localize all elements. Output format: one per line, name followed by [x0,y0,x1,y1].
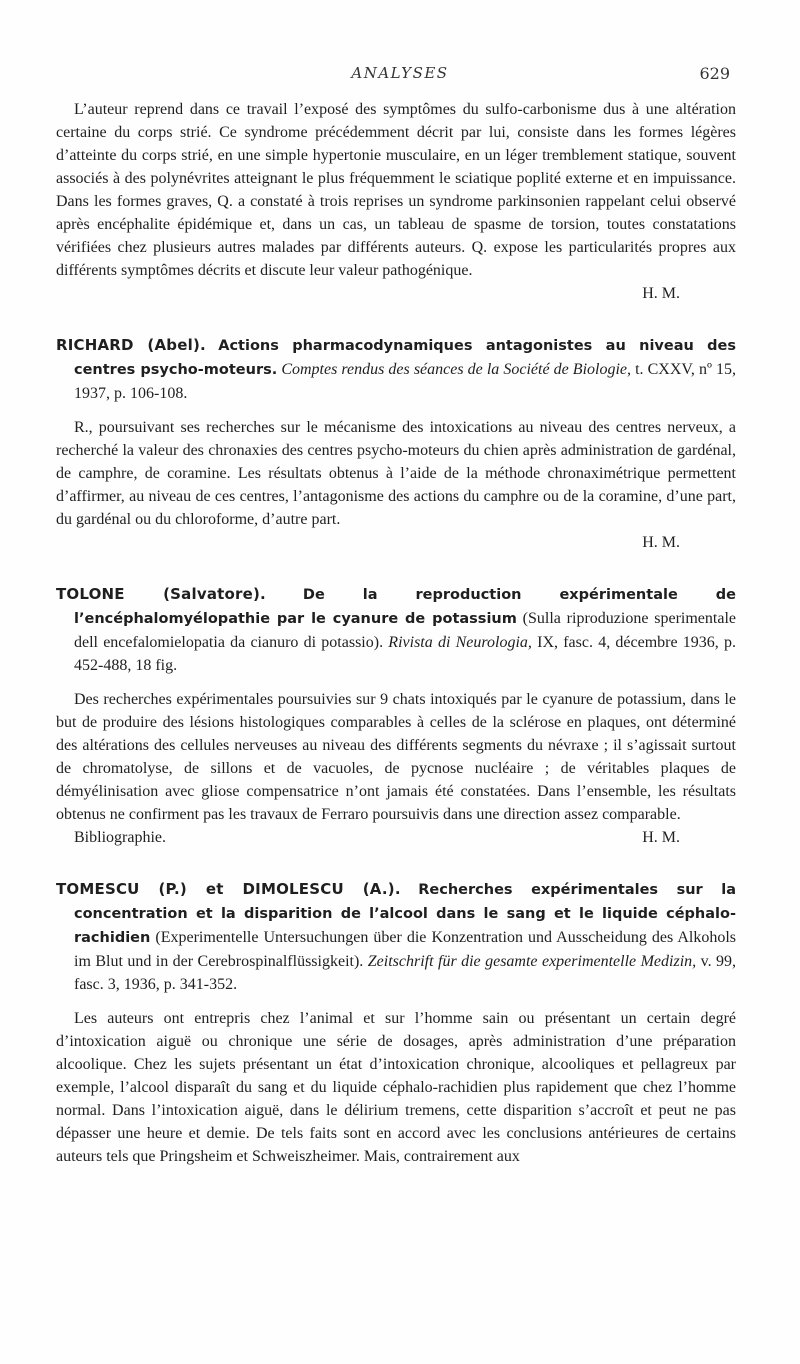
entry-signature: H. M. [642,534,680,551]
entry-abstract: R., poursuivant ses recherches sur le mécanisme des intoxications au niveau des centres nerveux, a recherché la valeur des chronaxies des centres psycho-moteurs du chien après administration de gardénal, de camphre, de coramine. Les résultats obtenus à l’aide de la méthode chronaximétrique permettent d’affirmer, au niveau de ces centres, l’antagonisme des actions du camphre ou de la coramine, d’une part, du gardénal ou du chloroforme, d’autre part. [56,419,736,528]
entry-journal: Comptes rendus des séances de la Société de Biologie, [281,361,632,378]
entry-title: De la reproduction expérimentale de l’encéphalomyélopathie par le cyanure de potassium [74,587,736,627]
review-entry-tolone [56,583,736,849]
citation-header [56,583,736,677]
entry-signature-line [56,826,736,849]
citation-header [56,334,736,405]
entry-title: Recherches expérimentales sur la concentration et la disparition de l’alcool dans le sang et le liquide céphalo-rachidien [74,882,737,946]
entry-signature: H. M. [642,829,680,846]
intro-signature: H. M. [642,285,680,302]
entry-journal: Rivista di Neurologia, [388,634,532,651]
entry-title-translation: (Experimentelle Untersuchungen über die Konzentration und Ausscheidung des Alkohols im Blut und in der Cerebrospinalflüssigkeit). [74,929,737,970]
entry-signature-line [56,531,736,554]
entry-author: RICHARD (Abel). [56,336,206,354]
article-body [56,98,736,1168]
review-entry-richard [56,334,736,554]
entry-journal: Zeitschrift für die gesamte experimentelle Medizin, [367,953,697,970]
review-entry-tomescu [56,878,736,1168]
entry-author: TOMESCU (P.) et DIMOLESCU (A.). [56,880,401,898]
running-head-title: ANALYSES [351,64,449,82]
intro-signature-line [56,282,736,305]
entry-citation: t. CXXV, nº 15, 1937, p. 106-108. [74,361,736,402]
intro-paragraph: L’auteur reprend dans ce travail l’exposé des symptômes du sulfo-carbonisme dus à une altération certaine du corps strié. Ce syndrome précédemment décrit par lui, consiste dans les formes légères d’atteinte du corps strié, en une simple hypertonie musculaire, en un léger tremblement statique, souvent associés à des polynévrites atteignant le plus fréquemment le sciatique poplité externe et en impuissance. Dans les formes graves, Q. a constaté à trois reprises un syndrome parkinsonien rappelant celui observé après encéphalite épidémique et, dans un cas, un tableau de spasme de torsion, toutes constatations vérifiées chez plusieurs autres malades par différents auteurs. Q. expose les particularités propres aux différents symptômes décrits et discute leur valeur pathogénique. [56,101,736,279]
entry-title-translation: (Sulla riproduzione sperimentale dell encefalomielopatia da cianuro di potassio). [74,610,736,651]
entry-abstract: Des recherches expérimentales poursuivies sur 9 chats intoxiqués par le cyanure de potassium, dans le but de produire des lésions histologiques comparables à celles de la sclérose en plaques, ont déterminé des altérations des cellules nerveuses au niveau des différents segments du névraxe ; il s’agissait surtout de chromatolyse, de sillons et de vacuoles, de pycnose nucléaire ; de véritables plaques de démyélinisation avec gliose compensatrice n’ont jamais été constatées. Dans l’ensemble, les résultats obtenus ne confirment pas les travaux de Ferraro poursuivis dans une direction assez comparable. [56,691,736,823]
entry-abstract: Les auteurs ont entrepris chez l’animal et sur l’homme sain ou présentant un certain degré d’intoxication aiguë ou chronique une série de dosages, après administration d’une préparation alcoolique. Chez les sujets présentant un état d’intoxication chronique, alcooliques et pellagreux par exemple, l’alcool disparaît du sang et du liquide céphalo-rachidien plus rapidement que chez l’homme normal. Dans l’intoxication aiguë, dans le délirium tremens, cette disparition s’accroît et peut ne pas dépasser une heure et demie. De tels faits sont en accord avec les conclusions antérieures de certains auteurs tels que Pringsheim et Schweiszheimer. Mais, contrairement aux [56,1010,736,1165]
entry-title: Actions pharmacodynamiques antagonistes au niveau des centres psycho-moteurs. [74,338,736,378]
entry-bibliography: Bibliographie. [74,829,166,846]
citation-header [56,878,736,996]
entry-author: TOLONE (Salvatore). [56,585,266,603]
entry-citation: IX, fasc. 4, décembre 1936, p. 452-488, 18 fig. [74,634,737,674]
entry-citation: v. 99, fasc. 3, 1936, p. 341-352. [74,953,737,993]
running-head [0,64,800,86]
page-number: 629 [699,64,730,83]
